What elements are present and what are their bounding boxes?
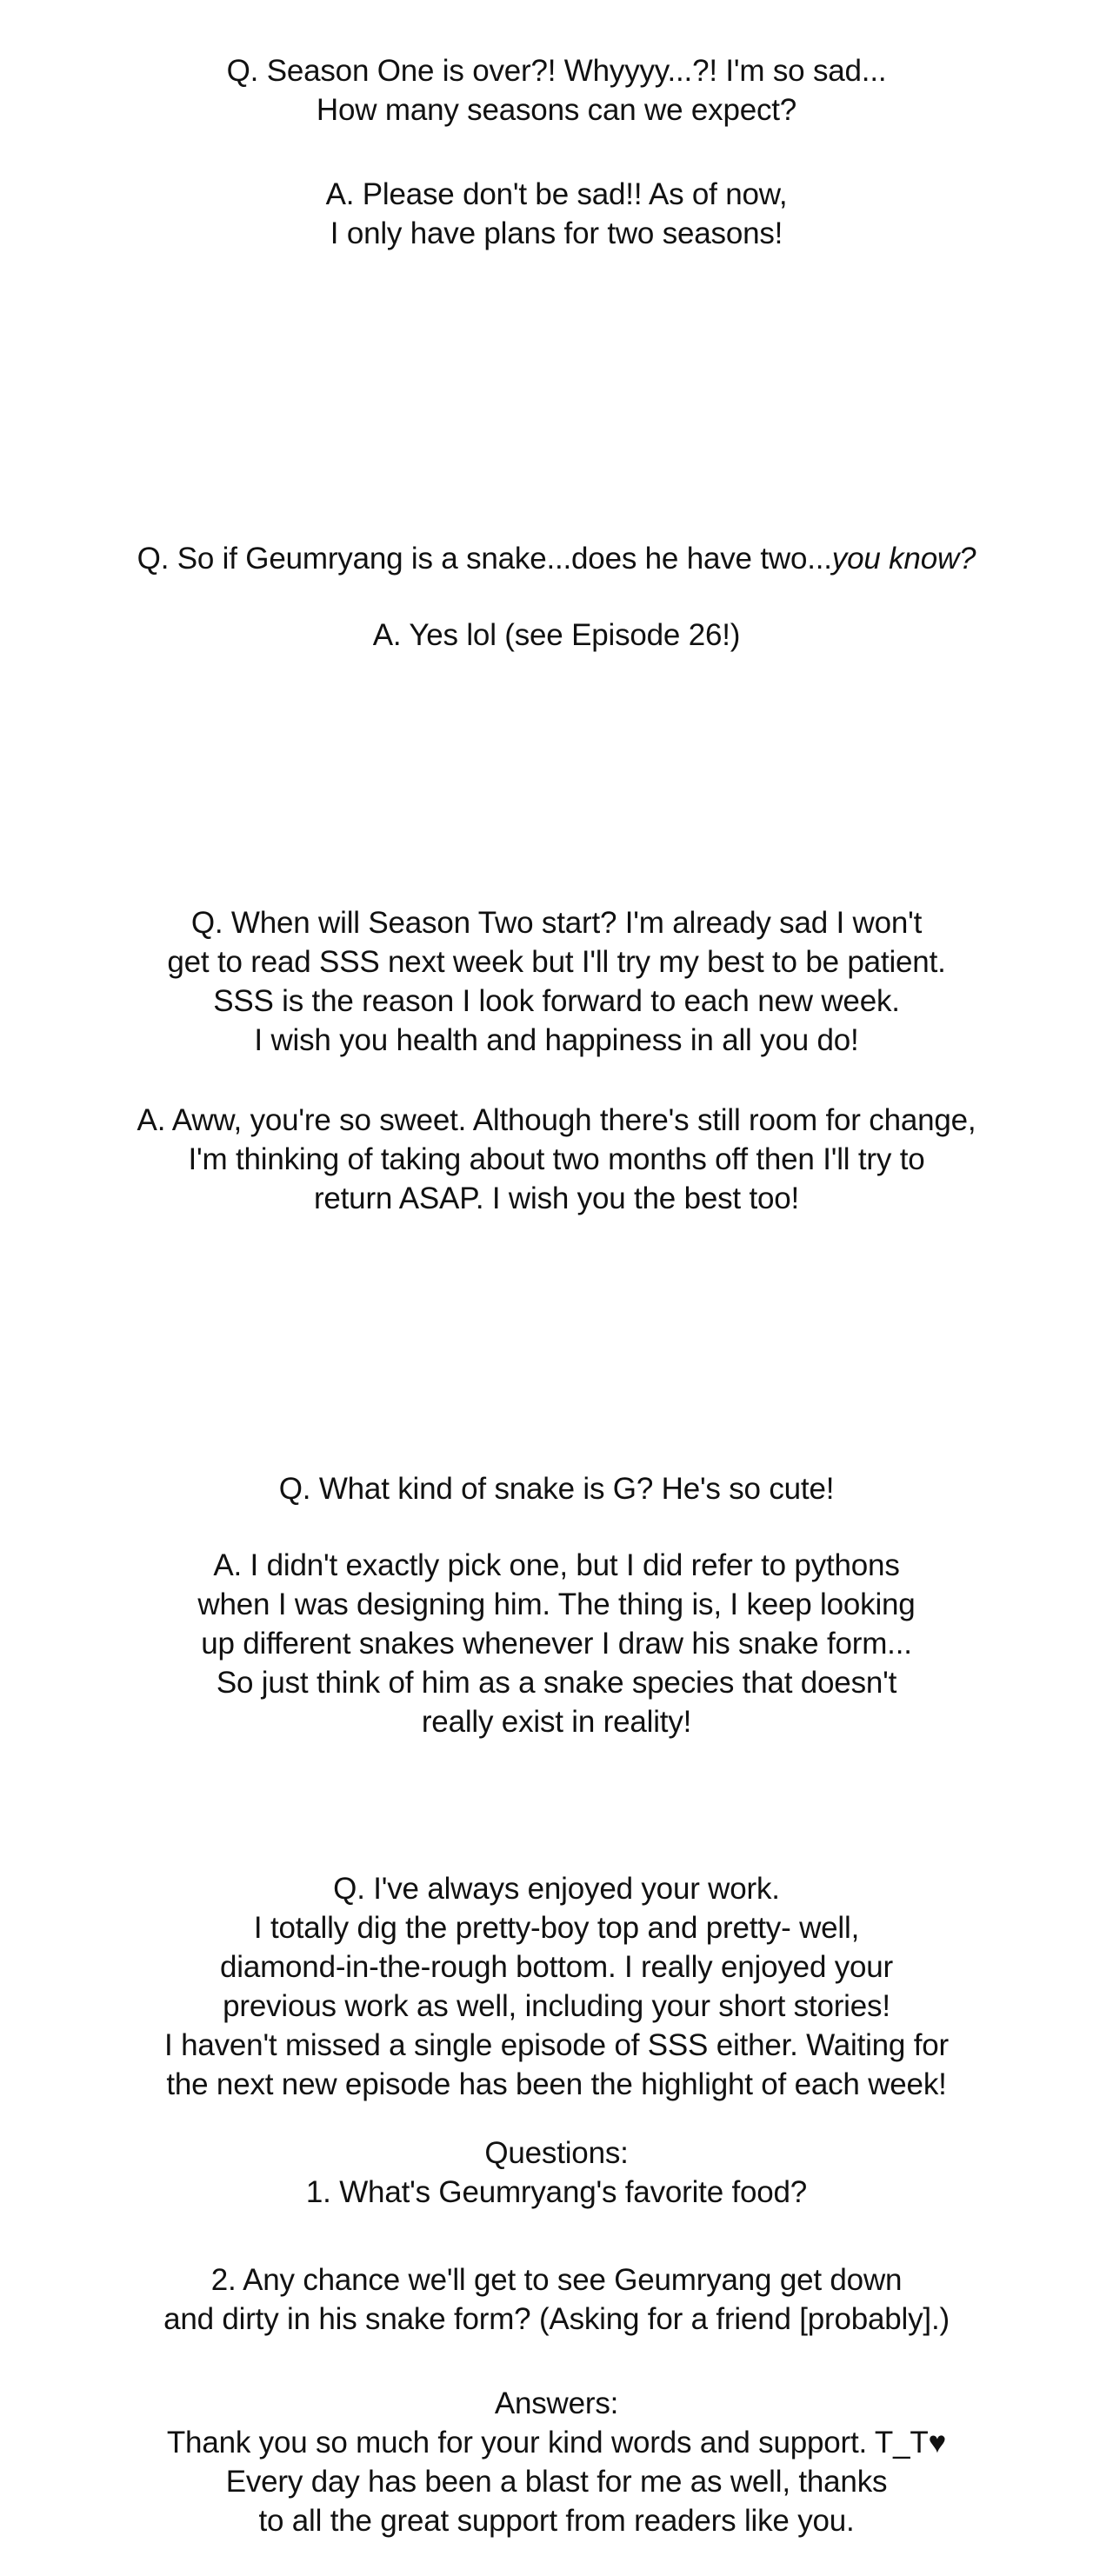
text-line: Answers: — [494, 2386, 619, 2420]
text-line: Questions: — [484, 2136, 629, 2170]
text-line: I haven't missed a single episode of SSS either. Waiting for — [164, 2028, 949, 2062]
text-line: 1. What's Geumryang's favorite food? — [305, 2175, 808, 2209]
q5-question-item-2 — [0, 2260, 1113, 2339]
text-line: when I was designing him. The thing is, I keep looking — [197, 1588, 916, 1621]
text-line: Q. Season One is over?! Whyyyy...?! I'm so sad... — [226, 54, 887, 88]
text-line: to all the great support from readers like you. — [258, 2504, 855, 2538]
q4-question — [0, 1469, 1113, 1508]
text-line: 2. Any chance we'll get to see Geumryang get down — [210, 2263, 903, 2297]
text-line: really exist in reality! — [421, 1705, 692, 1739]
q2-answer — [0, 616, 1113, 655]
q3-question — [0, 903, 1113, 1060]
text-line: the next new episode has been the highlight of each week! — [166, 2067, 947, 2101]
text-line: A. I didn't exactly pick one, but I did refer to pythons — [213, 1548, 900, 1582]
q3-answer — [0, 1101, 1113, 1218]
text-segment: Q. So if Geumryang is a snake...does he have two... — [137, 542, 832, 576]
text-line: previous work as well, including your short stories! — [223, 1989, 890, 2023]
text-line: Q. What kind of snake is G? He's so cute! — [278, 1472, 835, 1506]
text-line: A. Aww, you're so sweet. Although there's still room for change, — [137, 1103, 976, 1137]
text-line: Q. I've always enjoyed your work. — [333, 1872, 780, 1906]
q4-answer — [0, 1546, 1113, 1741]
text-line: I'm thinking of taking about two months off then I'll try to — [188, 1142, 925, 1176]
text-line: diamond-in-the-rough bottom. I really enjoyed your — [219, 1950, 894, 1984]
q5-answers — [0, 2384, 1113, 2540]
text-line: Q. When will Season Two start? I'm already sad I won't — [190, 906, 923, 940]
q1-answer — [0, 175, 1113, 253]
text-line: and dirty in his snake form? (Asking for a friend [probably].) — [163, 2302, 950, 2336]
text-line: return ASAP. I wish you the best too! — [313, 1181, 800, 1215]
text-line — [0, 539, 1113, 578]
text-line: So just think of him as a snake species that doesn't — [216, 1666, 897, 1700]
q1-question — [0, 51, 1113, 130]
text-line: SSS is the reason I look forward to each new week. — [213, 984, 900, 1018]
text-line: A. Please don't be sad!! As of now, — [325, 177, 788, 211]
text-line: get to read SSS next week but I'll try my best to be patient. — [167, 945, 946, 979]
text-line: Every day has been a blast for me as well, thanks — [225, 2465, 888, 2499]
q5-questions-heading — [0, 2133, 1113, 2212]
text-line: Thank you so much for your kind words and support. T_T♥ — [166, 2426, 947, 2460]
text-line: I only have plans for two seasons! — [330, 216, 783, 250]
text-line: I wish you health and happiness in all you do! — [254, 1023, 859, 1057]
text-line: up different snakes whenever I draw his snake form... — [201, 1627, 912, 1661]
text-line: How many seasons can we expect? — [316, 93, 797, 127]
text-line: I totally dig the pretty-boy top and pretty- well, — [253, 1911, 860, 1945]
text-segment-italic: you know? — [831, 542, 976, 576]
text-line: A. Yes lol (see Episode 26!) — [372, 618, 741, 652]
q5-question — [0, 1869, 1113, 2104]
q2-question — [0, 539, 1113, 578]
